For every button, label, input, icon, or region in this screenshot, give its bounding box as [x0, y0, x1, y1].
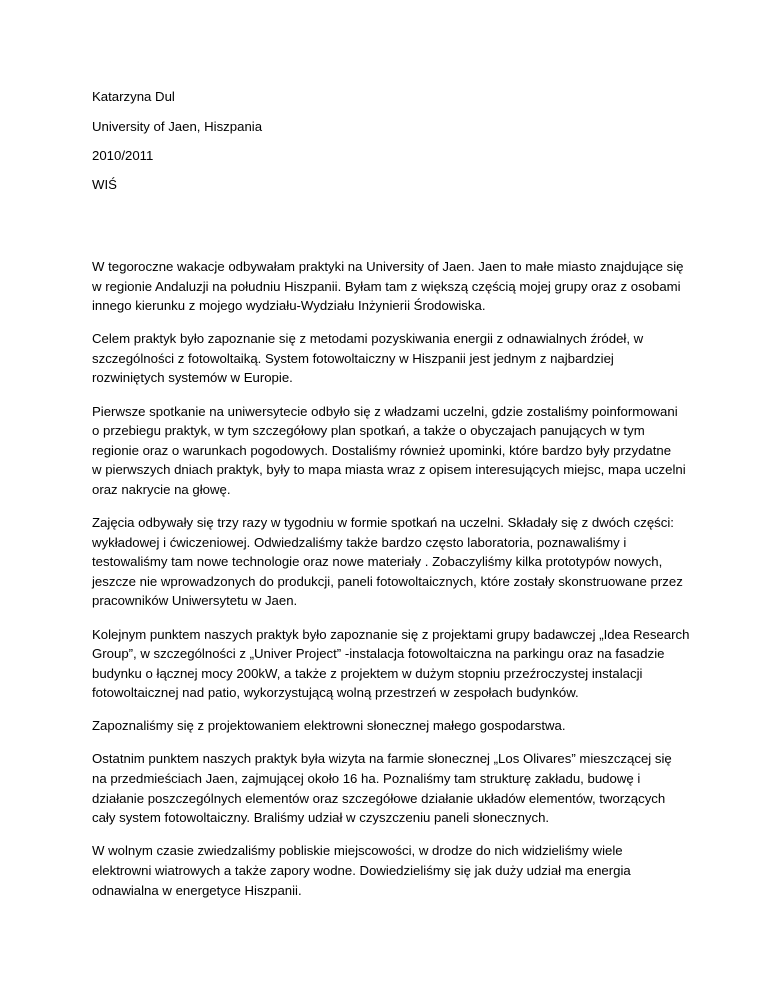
text-line: Zapoznaliśmy się z projektowaniem elektrowni słonecznej małego gospodarstwa.: [92, 718, 566, 734]
text-line: Group”, w szczególności z „Univer Project” -instalacja fotowoltaiczna na parkingu oraz na fasadzie: [92, 646, 665, 662]
text-line: elektrowni wiatrowych a także zapory wodne. Dowiedzieliśmy się jak duży udział ma energia: [92, 862, 631, 878]
paragraph-first-meeting: [92, 402, 686, 500]
text-line: rozwiniętych systemów w Europie.: [92, 370, 293, 386]
text-line: o przebiegu praktyk, w tym szczegółowy plan spotkań, a także o obyczajach panujących w tym: [92, 423, 645, 439]
text-line: w regionie Andaluzji na południu Hiszpanii. Byłam tam z większą częścią mojej grupy oraz z osobami: [92, 278, 681, 294]
text-line: Celem praktyk było zapoznanie się z metodami pozyskiwania energii z odnawialnych źródeł, w: [92, 331, 644, 347]
text-line: wykładowej i ćwiczeniowej. Odwiedzaliśmy także bardzo często laboratoria, poznawaliśmy i: [92, 534, 627, 550]
paragraph-research-projects: [92, 625, 690, 703]
university-name: University of Jaen, Hiszpania: [92, 119, 263, 134]
text-line: Ostatnim punktem naszych praktyk była wizyta na farmie słonecznej „Los Olivares” mieszczącej się: [92, 751, 672, 767]
academic-year: 2010/2011: [92, 148, 154, 163]
paragraph-classes: [92, 513, 682, 611]
text-line: fotowoltaicznej nad patio, wykorzystującą wolną przestrzeń w zespołach budynków.: [92, 685, 579, 701]
paragraph-intro: [92, 257, 682, 316]
text-line: testowaliśmy tam nowe technologie oraz nowe materiały . Zobaczyliśmy kilka prototypów nowych,: [92, 554, 663, 570]
text-line: szczególności z fotowoltaiką. System fotowoltaiczny w Hiszpanii jest jednym z najbardziej: [92, 350, 614, 366]
text-line: cały system fotowoltaiczny. Braliśmy udział w czyszczeniu paneli słonecznych.: [92, 810, 550, 826]
faculty-abbreviation: WIŚ: [92, 177, 117, 192]
text-line: W tegoroczne wakacje odbywałam praktyki na University of Jaen. Jaen to małe miasto znajdujące się: [92, 259, 684, 274]
report-body: [92, 257, 690, 914]
text-line: jeszcze nie wprowadzonych do produkcji, paneli fotowoltaicznych, które zostały skonstruowane przez: [92, 573, 683, 589]
paragraph-free-time: [92, 841, 682, 900]
text-line: na przedmieściach Jaen, zajmującej około 16 ha. Poznaliśmy tam strukturę zakładu, budowę i: [92, 771, 641, 787]
text-line: Zajęcia odbywały się trzy razy w tygodniu w formie spotkań na uczelni. Składały się z dwóch części:: [92, 515, 674, 531]
text-line: działanie poszczególnych elementów oraz szczegółowe działanie układów elementów, tworzących: [92, 790, 666, 806]
text-line: odnawialna w energetyce Hiszpanii.: [92, 882, 302, 898]
text-line: innego kierunku z mojego wydziału-Wydziału Inżynierii Środowiska.: [92, 298, 486, 314]
author-name: Katarzyna Dul: [92, 89, 175, 104]
text-line: w pierwszych dniach praktyk, były to mapa miasta wraz z opisem interesujących miejsc, mapa uczelni: [92, 462, 686, 478]
text-line: Kolejnym punktem naszych praktyk było zapoznanie się z projektami grupy badawczej „Idea Research: [92, 626, 690, 642]
text-line: oraz nakrycie na głowę.: [92, 481, 231, 497]
text-line: Pierwsze spotkanie na uniwersytecie odbyło się z władzami uczelni, gdzie zostaliśmy poinformowani: [92, 403, 678, 419]
paragraph-goal: [92, 329, 682, 388]
paragraph-power-plant-design: [92, 716, 682, 736]
text-line: budynku o łącznej mocy 200kW, a także z projektem w dużym stopniu przeźroczystej instalacji: [92, 665, 643, 681]
paragraph-solar-farm-visit: [92, 749, 682, 827]
text-line: pracowników Uniwersytetu w Jaen.: [92, 593, 298, 609]
text-line: W wolnym czasie zwiedzaliśmy pobliskie miejscowości, w drodze do nich widzieliśmy wiele: [92, 843, 623, 859]
text-line: regionie oraz o warunkach pogodowych. Dostaliśmy również upominki, które bardzo były przydatne: [92, 442, 672, 458]
